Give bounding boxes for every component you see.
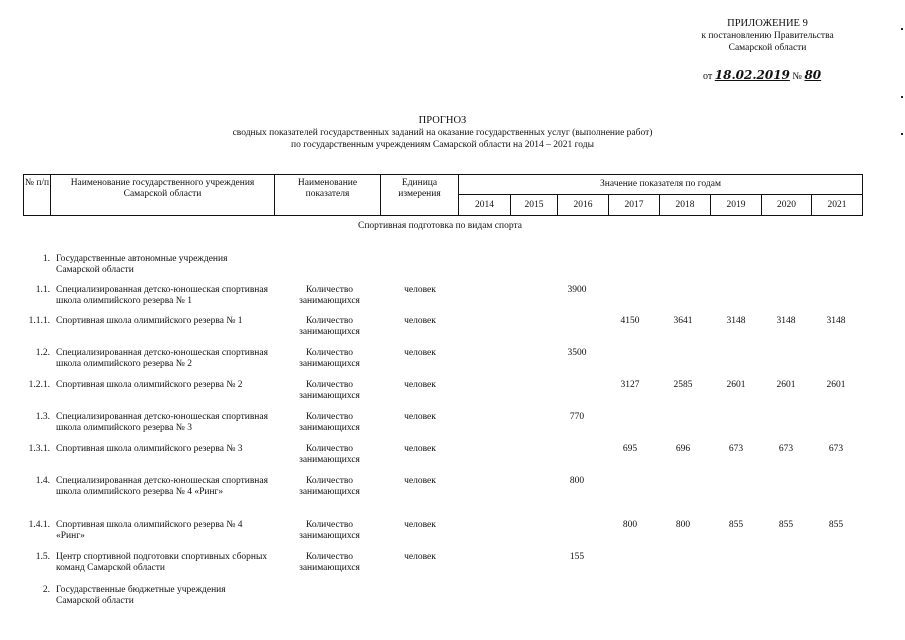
order-number-prefix: №	[792, 71, 802, 82]
unit-of-measure: человек	[404, 380, 436, 390]
header-indicator: Наименование показателя	[275, 175, 381, 216]
row-number: 1.2.1.	[28, 380, 50, 390]
institution-name: Государственные бюджетные учреждения Самарской области	[56, 585, 226, 606]
value-cell: 155	[569, 552, 585, 562]
value-cell: 3500	[567, 348, 587, 358]
value-cell: 2585	[673, 380, 693, 390]
value-cell: 2601	[776, 380, 796, 390]
institution-name: Спортивная школа олимпийского резерва № 4 «Ринг»	[56, 520, 243, 541]
year-2021: 2021	[812, 195, 863, 216]
year-2019: 2019	[711, 195, 762, 216]
institution-name: Специализированная детско-юношеская спортивная школа олимпийского резерва № 3	[56, 412, 268, 433]
scan-artifact	[901, 133, 903, 135]
unit-of-measure: человек	[404, 476, 436, 486]
year-2020: 2020	[762, 195, 812, 216]
indicator-name: Количество занимающихся	[299, 444, 360, 465]
row-number: 1.5.	[35, 552, 50, 562]
title-line-2: по государственным учреждениям Самарской области на 2014 – 2021 годы	[291, 140, 594, 150]
table-header	[23, 174, 863, 216]
institution-name: Центр спортивной подготовки спортивных сборных команд Самарской области	[56, 552, 268, 573]
document-title	[150, 115, 735, 151]
row-number: 1.1.1.	[28, 316, 50, 326]
row-number: 2.	[42, 585, 50, 595]
header-values: Значение показателя по годам	[459, 175, 863, 195]
value-cell: 800	[675, 520, 691, 530]
value-cell: 800	[569, 476, 585, 486]
institution-name: Специализированная детско-юношеская спортивная школа олимпийского резерва № 4 «Ринг»	[56, 476, 268, 497]
year-2014: 2014	[459, 195, 511, 216]
appendix-block	[690, 18, 845, 54]
value-cell: 3148	[726, 316, 746, 326]
row-number: 1.3.	[35, 412, 50, 422]
institution-name: Спортивная школа олимпийского резерва № 3	[56, 444, 243, 454]
unit-of-measure: человек	[404, 444, 436, 454]
unit-of-measure: человек	[404, 552, 436, 562]
year-2017: 2017	[609, 195, 660, 216]
indicator-name: Количество занимающихся	[299, 476, 360, 497]
institution-name: Спортивная школа олимпийского резерва № 2	[56, 380, 243, 390]
value-cell: 3900	[567, 285, 587, 295]
appendix-subtitle: к постановлению Правительства	[701, 31, 834, 41]
value-cell: 3148	[826, 316, 846, 326]
header-num: № п/п	[24, 175, 51, 216]
appendix-title: ПРИЛОЖЕНИЕ 9	[727, 18, 808, 29]
value-cell: 4150	[620, 316, 640, 326]
row-number: 1.4.1.	[28, 520, 50, 530]
scan-artifact	[901, 96, 903, 98]
row-number: 1.2.	[35, 348, 50, 358]
unit-of-measure: человек	[404, 412, 436, 422]
section-title: Спортивная подготовка по видам спорта	[358, 221, 522, 231]
value-cell: 673	[828, 444, 844, 454]
indicator-name: Количество занимающихся	[299, 316, 360, 337]
institution-name: Специализированная детско-юношеская спортивная школа олимпийского резерва № 2	[56, 348, 268, 369]
order-date-prefix: от	[703, 71, 713, 82]
value-cell: 2601	[826, 380, 846, 390]
value-cell: 695	[622, 444, 638, 454]
value-cell: 696	[675, 444, 691, 454]
row-number: 1.1.	[35, 285, 50, 295]
order-number: 80	[804, 68, 822, 82]
year-2015: 2015	[511, 195, 558, 216]
institution-name: Государственные автономные учреждения Самарской области	[56, 254, 228, 275]
scan-artifact	[901, 28, 903, 30]
value-cell: 673	[728, 444, 744, 454]
value-cell: 855	[778, 520, 794, 530]
value-cell: 855	[828, 520, 844, 530]
value-cell: 3641	[673, 316, 693, 326]
unit-of-measure: человек	[404, 348, 436, 358]
value-cell: 3148	[776, 316, 796, 326]
value-cell: 3127	[620, 380, 640, 390]
order-reference	[703, 68, 821, 82]
unit-of-measure: человек	[404, 520, 436, 530]
row-number: 1.4.	[35, 476, 50, 486]
indicator-name: Количество занимающихся	[299, 348, 360, 369]
indicator-name: Количество занимающихся	[299, 285, 360, 306]
row-number: 1.	[42, 254, 50, 264]
unit-of-measure: человек	[404, 285, 436, 295]
title-line-1: сводных показателей государственных заданий на оказание государственных услуг (выполнение работ)	[232, 128, 653, 138]
order-date: 18.02.2019	[714, 68, 790, 82]
indicator-name: Количество занимающихся	[299, 380, 360, 401]
unit-of-measure: человек	[404, 316, 436, 326]
institution-name: Специализированная детско-юношеская спортивная школа олимпийского резерва № 1	[56, 285, 268, 306]
year-2018: 2018	[660, 195, 711, 216]
value-cell: 673	[778, 444, 794, 454]
indicator-name: Количество занимающихся	[299, 412, 360, 433]
appendix-region: Самарской области	[728, 43, 807, 53]
year-2016: 2016	[558, 195, 609, 216]
header-unit: Единица измерения	[381, 175, 459, 216]
header-institution: Наименование государственного учреждения Самарской области	[51, 175, 275, 216]
value-cell: 855	[728, 520, 744, 530]
institution-name: Спортивная школа олимпийского резерва № 1	[56, 316, 243, 326]
value-cell: 770	[569, 412, 585, 422]
indicator-name: Количество занимающихся	[299, 520, 360, 541]
value-cell: 800	[622, 520, 638, 530]
indicator-name: Количество занимающихся	[299, 552, 360, 573]
value-cell: 2601	[726, 380, 746, 390]
row-number: 1.3.1.	[28, 444, 50, 454]
title-main: ПРОГНОЗ	[418, 115, 467, 126]
